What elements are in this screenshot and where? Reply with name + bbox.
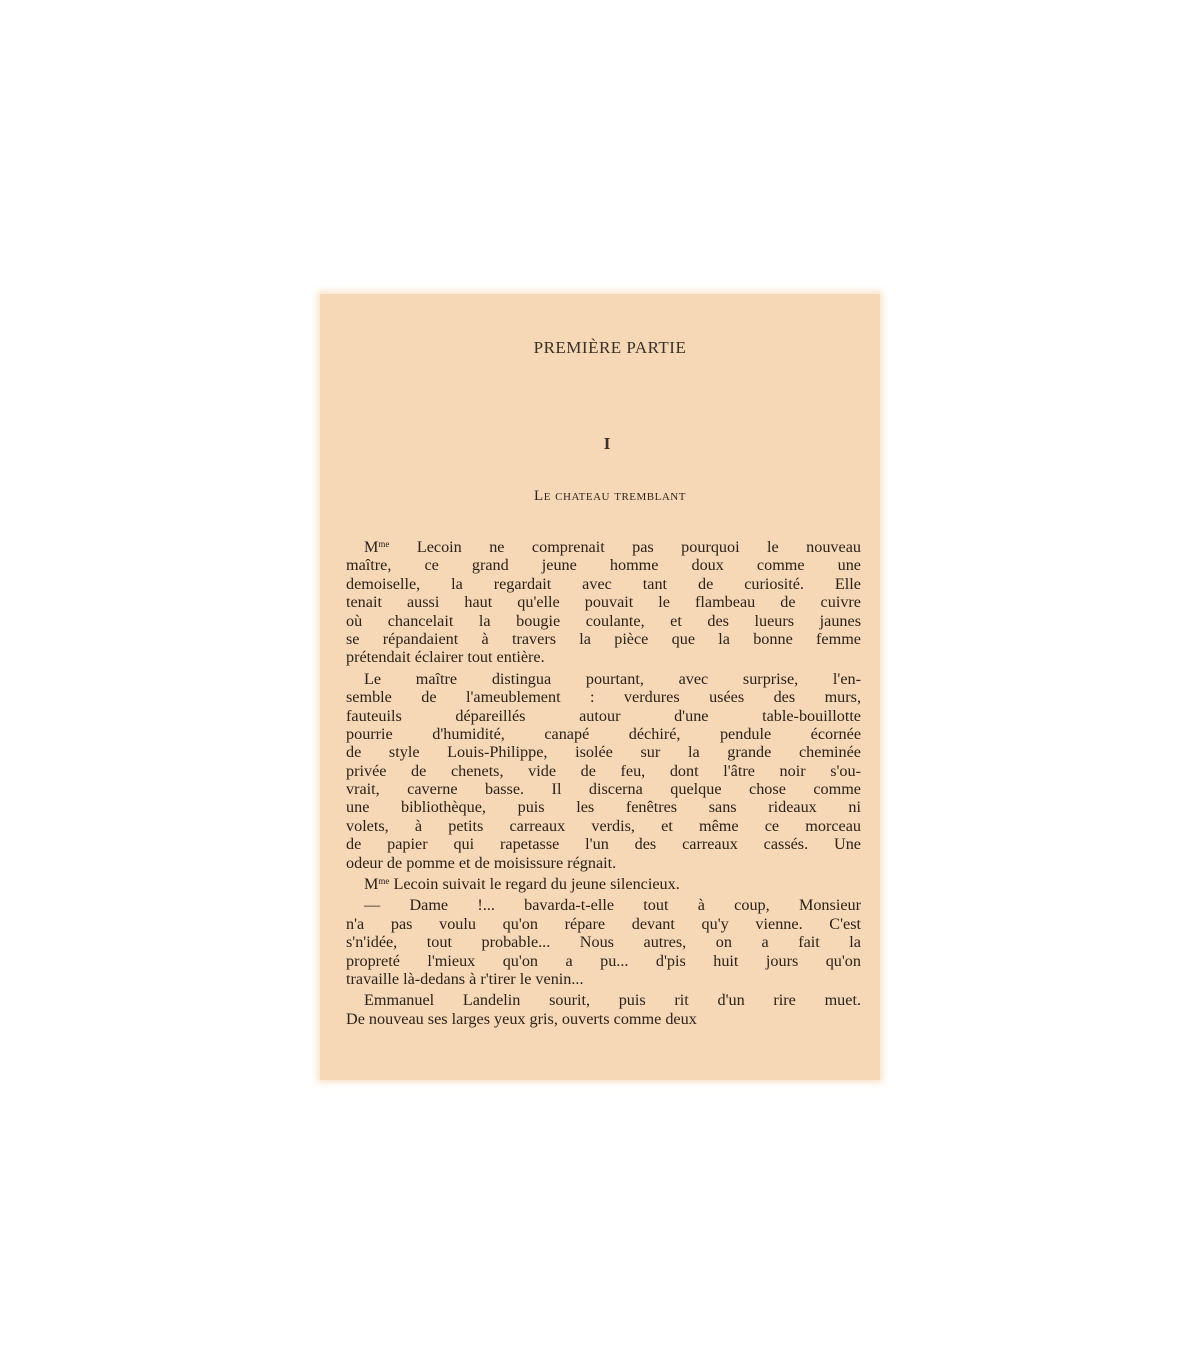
text-line: prétendait éclairer tout entière. [346,648,545,667]
text-line-content: Lecoin ne comprenait pas pourquoi le nouveau [389,538,861,556]
part-title: PREMIÈRE PARTIE [533,338,687,357]
text-line: volets, à petits carreaux verdis, et même ce morceau [346,816,861,835]
text-line: — Dame !... bavarda-t-elle tout à coup, Monsieur [364,896,861,915]
text-line: maître, ce grand jeune homme doux comme une [346,556,861,575]
paragraph [346,670,861,872]
book-page [320,294,880,1080]
abbrev-prefix: M [364,875,379,894]
text-line: une bibliothèque, puis les fenêtres sans rideaux ni [346,798,861,817]
text-line: Le maître distingua pourtant, avec surprise, l'en- [364,669,861,688]
text-line: propreté l'mieux qu'on a pu... d'pis huit jours qu'on [346,951,861,970]
chapter-title: Le chateau tremblant [534,488,686,504]
text-line [346,875,861,893]
text-line: semble de l'ameublement : verdures usées des murs, [346,688,861,707]
text-line: Emmanuel Landelin sourit, puis rit d'un rire muet. [364,991,861,1010]
text-line: n'a pas voulu qu'on répare devant qu'y vienne. C'est [346,914,861,933]
text-line: privée de chenets, vide de feu, dont l'âtre noir s'ou- [346,761,861,780]
text-line-content: Lecoin suivait le regard du jeune silencieux. [389,875,680,894]
text-line: fauteuils dépareillés autour d'une table-bouillotte [346,706,861,725]
paragraph [346,991,861,1028]
body-text [346,538,861,1028]
text-line: vrait, caverne basse. Il discerna quelque chose comme [346,780,861,799]
text-line: demoiselle, la regardait avec tant de curiosité. Elle [346,574,861,593]
text-line: De nouveau ses larges yeux gris, ouverts comme deux [346,1009,697,1028]
text-line: pourrie d'humidité, canapé déchiré, pendule écornée [346,724,861,743]
paragraph [346,538,861,667]
paragraph [346,896,861,988]
text-line [346,538,861,556]
abbrev-prefix: M [364,538,379,556]
abbrev-superscript: me [378,876,390,887]
text-line: se répandaient à travers la pièce que la bonne femme [346,629,861,648]
text-line: où chancelait la bougie coulante, et des lueurs jaunes [346,611,861,630]
text-line: s'n'idée, tout probable... Nous autres, on a fait la [346,933,861,952]
text-line: de style Louis-Philippe, isolée sur la grande cheminée [346,743,861,762]
text-line: odeur de pomme et de moisissure régnait. [346,853,617,872]
text-line: de papier qui rapetasse l'un des carreaux cassés. Une [346,835,861,854]
text-line: travaille là-dedans à r'tirer le venin... [346,969,584,988]
paragraph [346,875,861,893]
text-line: tenait aussi haut qu'elle pouvait le flambeau de cuivre [346,593,861,612]
abbrev-superscript: me [378,539,390,549]
chapter-number: I [603,434,611,453]
